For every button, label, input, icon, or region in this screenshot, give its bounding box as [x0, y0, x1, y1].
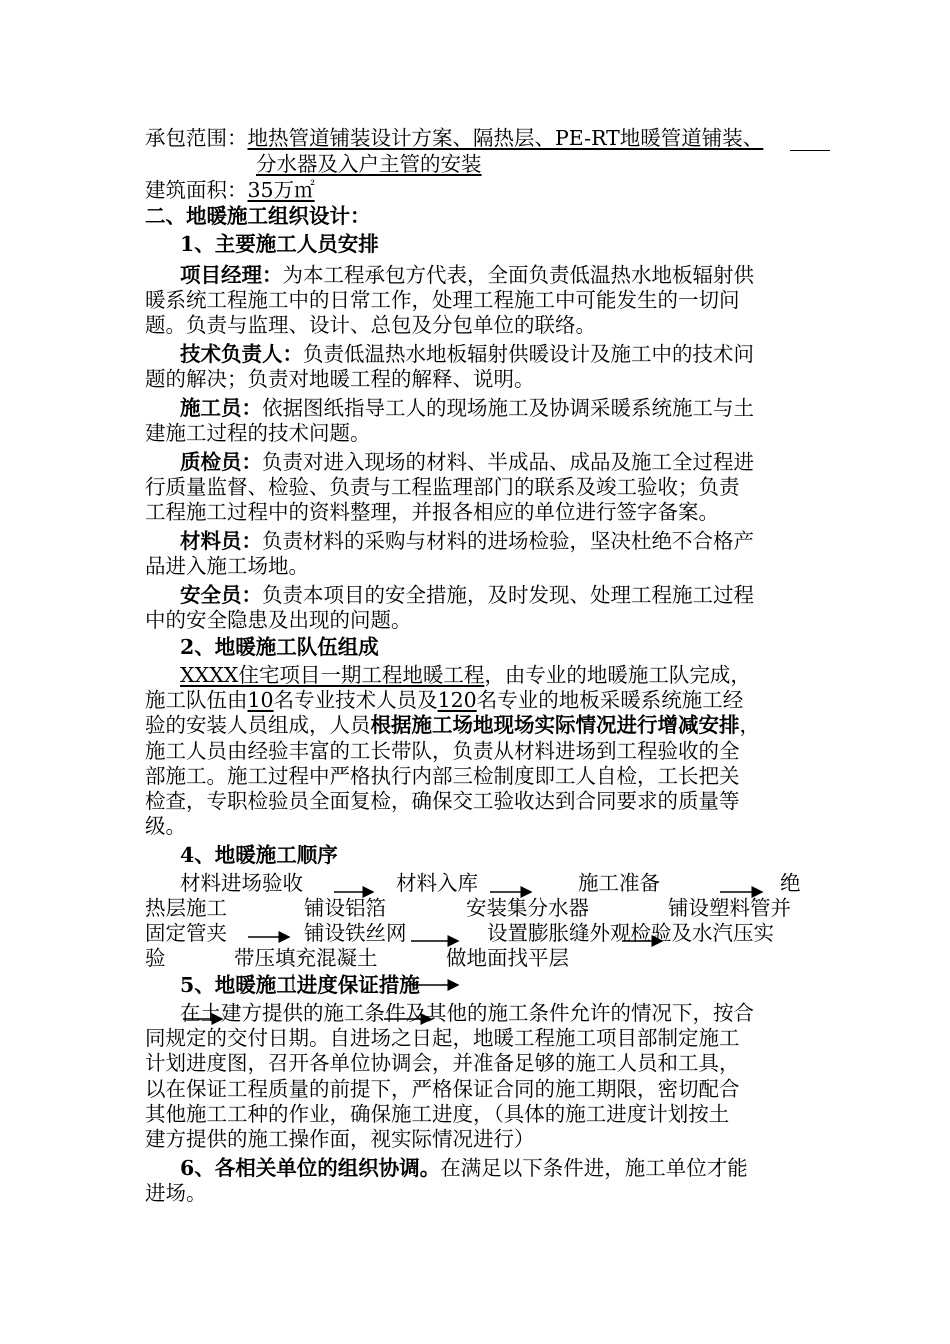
area-line	[145, 177, 810, 203]
safety-line-2: 中的安全隐患及出现的问题。	[145, 608, 412, 632]
sub2-text-2b: 名专业技术人员及	[273, 688, 438, 712]
safety-label: 安全员：	[180, 583, 262, 607]
sub2-text-1: ，由专业的地暖施工队完成，	[484, 663, 751, 687]
tech-staff-count: 10	[247, 688, 274, 712]
worker-line-1	[180, 395, 845, 421]
sub2-title: 2、地暖施工队伍组成	[180, 635, 379, 659]
sub2-line-2	[145, 687, 810, 713]
step-3: 施工准备	[578, 871, 660, 895]
material-line-1	[180, 528, 845, 554]
tech-line-1	[180, 341, 845, 367]
qc-line-2: 行质量监督、检验、负责与工程监理部门的联系及竣工验收；负责	[145, 475, 740, 499]
worker-label: 施工员：	[180, 396, 262, 420]
area-label: 建筑面积：	[145, 178, 248, 202]
sub5-line-1: 在土建方提供的施工条件及其他的施工条件允许的情况下，按合	[180, 1001, 754, 1025]
qc-line-1	[180, 449, 845, 475]
sub1-title: 1、主要施工人员安排	[180, 232, 379, 256]
sub2-line-7: 级。	[145, 814, 186, 838]
pm-line-1	[180, 262, 845, 288]
scope-value-2: 分水器及入户主管的安装	[256, 152, 482, 176]
sub2-text-3a: 验的安装人员组成，人员	[145, 713, 371, 737]
pm-line-3: 题。负责与监理、设计、总包及分包单位的联络。	[145, 313, 596, 337]
qc-line-3: 工程施工过程中的资料整理，并报各相应的单位进行签字备案。	[145, 500, 719, 524]
step-8: 铺设铁丝网	[304, 921, 407, 945]
step-4a: 绝	[780, 871, 801, 895]
sub5-title: 5、地暖施工进度保证措施	[180, 973, 420, 997]
step-6: 安装集分水器	[466, 896, 589, 920]
sub5-line-3: 计划进度图，召开各单位协调会，并准备足够的施工人员和工具，	[145, 1051, 740, 1075]
sub5-line-6: 建方提供的施工操作面，视实际情况进行）	[145, 1127, 535, 1151]
sub5-line-4: 以在保证工程质量的前提下，严格保证合同的施工期限，密切配合	[145, 1077, 740, 1101]
sub2-line-4: 施工人员由经验丰富的工长带队，负责从材料进场到工程验收的全	[145, 739, 740, 763]
sub5-line-2: 同规定的交付日期。自进场之日起，地暖工程施工项目部制定施工	[145, 1026, 740, 1050]
sub2-text-2c: 名专业的地板采暖系统施工经	[476, 688, 744, 712]
material-label: 材料员：	[180, 529, 262, 553]
tech-label: 技术负责人：	[180, 342, 303, 366]
sub2-line-6: 检查，专职检验员全面复检，确保交工验收达到合同要求的质量等	[145, 789, 740, 813]
step-11: 做地面找平层	[446, 946, 569, 970]
sub2-line-5: 部施工。施工过程中严格执行内部三检制度即工人自检，工长把关	[145, 764, 740, 788]
scope-value-1: 地热管道铺装设计方案、隔热层、PE-RT地暖管道铺装、	[247, 126, 764, 150]
material-line-2: 品进入施工场地。	[145, 554, 309, 578]
step-7a: 铺设塑料管并	[668, 896, 791, 920]
project-name: XXXX住宅项目一期工程地暖工程	[180, 663, 485, 687]
pm-line-2: 暖系统工程施工中的日常工作，处理工程施工中可能发生的一切问	[145, 288, 740, 312]
scope-line-1	[145, 125, 810, 151]
sub6-text-1: 在满足以下条件进，施工单位才能	[440, 1156, 748, 1180]
tech-text-1: 负责低温热水地板辐射供暖设计及施工中的技术问	[303, 342, 754, 366]
qc-label: 质检员：	[180, 450, 262, 474]
scope-label: 承包范围：	[145, 126, 248, 150]
tech-line-2: 题的解决；负责对地暖工程的解释、说明。	[145, 367, 535, 391]
sub2-line-3	[145, 712, 810, 738]
step-9: 设置膨胀缝外观检验及水汽压实	[487, 921, 774, 945]
section-title: 二、地暖施工组织设计：	[145, 204, 371, 228]
pm-text-1: 为本工程承包方代表，全面负责低温热水地板辐射供	[282, 263, 754, 287]
step-2: 材料入库	[396, 871, 478, 895]
sub2-text-3c: ，	[739, 713, 760, 737]
sub2-text-2a: 施工队伍由	[145, 688, 248, 712]
pm-label: 项目经理：	[180, 263, 283, 287]
step-5: 铺设铝箔	[304, 896, 386, 920]
sub2-line-1	[180, 662, 845, 688]
qc-text-1: 负责对进入现场的材料、半成品、成品及施工全过程进	[262, 450, 754, 474]
installer-count: 120	[437, 688, 477, 712]
safety-text-1: 负责本项目的安全措施，及时发现、处理工程施工过程	[262, 583, 754, 607]
material-text-1: 负责材料的采购与材料的进场检验，坚决杜绝不合格产	[262, 529, 754, 553]
scope-line-2	[256, 151, 921, 177]
sub6-line-2: 进场。	[145, 1181, 207, 1205]
worker-line-2: 建施工过程的技术问题。	[145, 421, 371, 445]
area-value: 35万㎡	[247, 178, 315, 202]
step-4b: 热层施工	[145, 896, 227, 920]
sub2-text-3b: 根据施工场地现场实际情况进行增减安排	[370, 713, 740, 737]
worker-text-1: 依据图纸指导工人的现场施工及协调采暖系统施工与土	[262, 396, 754, 420]
step-10: 带压填充混凝土	[234, 946, 378, 970]
step-9b: 验	[145, 946, 166, 970]
safety-line-1	[180, 582, 845, 608]
sub5-line-5: 其他施工工种的作业，确保施工进度，（具体的施工进度计划按土	[145, 1102, 730, 1126]
sub6-line-1	[180, 1155, 845, 1181]
sub6-title: 6、各相关单位的组织协调。	[180, 1156, 441, 1180]
sub4-title: 4、地暖施工顺序	[180, 843, 338, 867]
step-7b: 固定管夹	[145, 921, 227, 945]
step-1: 材料进场验收	[180, 871, 303, 895]
